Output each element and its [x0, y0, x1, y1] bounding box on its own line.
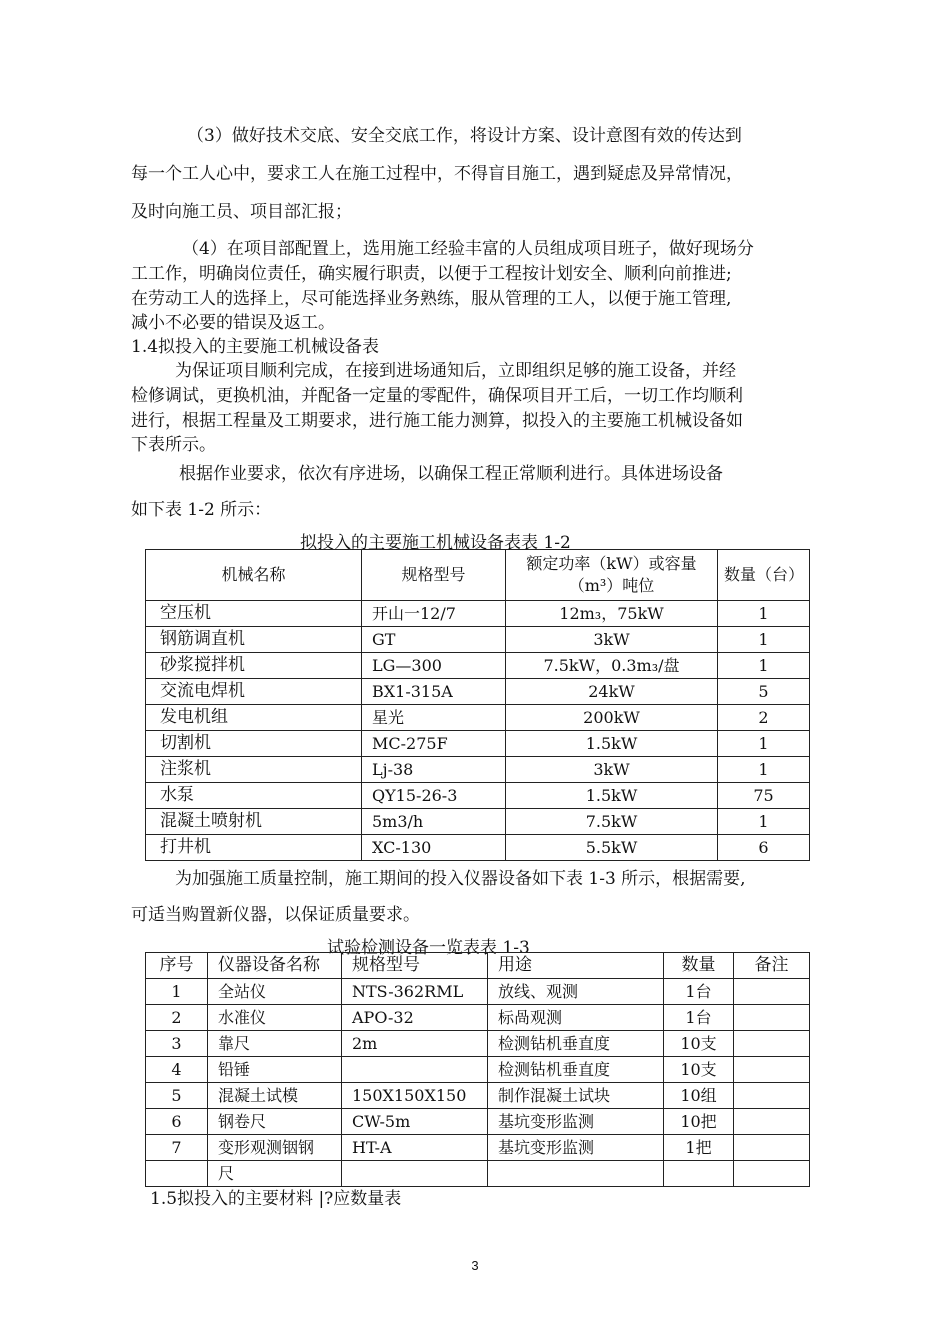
para-after-table-2: 可适当购置新仪器，以保证质量要求。 [131, 905, 420, 925]
table-row [146, 1135, 810, 1161]
cell-name: 混凝土喷射机 [146, 809, 362, 835]
cell-device: 靠尺 [208, 1031, 342, 1057]
page-number: 3 [471, 1258, 479, 1273]
cell-qty: 1 [718, 757, 810, 783]
cell-index: 1 [146, 979, 208, 1005]
table-row [146, 679, 810, 705]
cell-qty: 75 [718, 783, 810, 809]
cell-remark [734, 1109, 810, 1135]
table-row [146, 1161, 810, 1187]
cell-device: 变形观测铟钢 [208, 1135, 342, 1161]
cell-qty: 5 [718, 679, 810, 705]
cell-usage: 检测钻机垂直度 [488, 1031, 664, 1057]
cell-device: 尺 [208, 1161, 342, 1187]
table-row [146, 783, 810, 809]
cell-usage: 基坑变形监测 [488, 1135, 664, 1161]
para-line-1: （3）做好技术交底、安全交底工作，将设计方案、设计意图有效的传达到 [187, 126, 742, 146]
cell-qty: 2 [718, 705, 810, 731]
cell-usage: 放线、观测 [488, 979, 664, 1005]
para-line-14: 如下表 1-2 所示： [131, 500, 272, 520]
cell-usage: 检测钻机垂直度 [488, 1057, 664, 1083]
cell-qty: 10组 [664, 1083, 734, 1109]
cell-model: QY15-26-3 [362, 783, 506, 809]
cell-model: BX1-315A [362, 679, 506, 705]
table-row [146, 1031, 810, 1057]
para-line-7: 减小不必要的错误及返工。 [131, 313, 335, 333]
cell-device: 水准仪 [208, 1005, 342, 1031]
cell-qty: 1 [718, 731, 810, 757]
table-row [146, 1109, 810, 1135]
cell-remark [734, 1083, 810, 1109]
cell-model: 星光 [362, 705, 506, 731]
cell-remark [734, 1057, 810, 1083]
cell-usage: 制作混凝土试块 [488, 1083, 664, 1109]
cell-qty: 1 [718, 627, 810, 653]
cell-power: 24kW [506, 679, 718, 705]
table-1-2-caption: 拟投入的主要施工机械设备表表 1-2 [300, 533, 571, 553]
cell-index: 3 [146, 1031, 208, 1057]
col-header-power: 额定功率（kW）或容量（m³）吨位 [506, 550, 718, 601]
col-header-remark: 备注 [734, 953, 810, 979]
cell-power: 3kW [506, 757, 718, 783]
cell-device: 混凝土试模 [208, 1083, 342, 1109]
cell-name: 砂浆搅拌机 [146, 653, 362, 679]
cell-power: 5.5kW [506, 835, 718, 861]
para-line-4: （4）在项目部配置上，选用施工经验丰富的人员组成项目班子，做好现场分 [182, 239, 754, 259]
cell-power: 7.5kW [506, 809, 718, 835]
cell-index: 5 [146, 1083, 208, 1109]
para-line-2: 每一个工人心中，要求工人在施工过程中，不得盲目施工，遇到疑虑及异常情况， [131, 164, 743, 184]
table-row [146, 627, 810, 653]
cell-power: 200kW [506, 705, 718, 731]
cell-usage: 基坑变形监测 [488, 1109, 664, 1135]
cell-name: 切割机 [146, 731, 362, 757]
cell-name: 交流电焊机 [146, 679, 362, 705]
cell-name: 空压机 [146, 601, 362, 627]
cell-qty: 10支 [664, 1031, 734, 1057]
cell-model: HT-A [342, 1135, 488, 1161]
col-header-index: 序号 [146, 953, 208, 979]
table-row [146, 653, 810, 679]
cell-name: 水泵 [146, 783, 362, 809]
table-header-row [146, 550, 810, 601]
para-line-13: 根据作业要求，依次有序进场，以确保工程正常顺利进行。具体进场设备 [179, 464, 723, 484]
para-line-10: 检修调试，更换机油，并配备一定量的零配件，确保项目开工后，一切工作均顺利 [131, 386, 743, 406]
cell-usage: 标咼观测 [488, 1005, 664, 1031]
cell-qty: 1台 [664, 979, 734, 1005]
cell-model: NTS-362RML [342, 979, 488, 1005]
cell-model: 2m [342, 1031, 488, 1057]
cell-remark [734, 1005, 810, 1031]
cell-power: 3kW [506, 627, 718, 653]
para-line-12: 下表所示。 [131, 435, 216, 455]
table-row [146, 979, 810, 1005]
cell-model: 开山一12/7 [362, 601, 506, 627]
cell-qty: 10把 [664, 1109, 734, 1135]
cell-model: 5m3/h [362, 809, 506, 835]
cell-qty: 1 [718, 809, 810, 835]
col-header-model: 规格型号 [342, 953, 488, 979]
machinery-table [145, 549, 810, 861]
table-row [146, 809, 810, 835]
cell-device: 钢卷尺 [208, 1109, 342, 1135]
cell-remark [734, 1161, 810, 1187]
table-row [146, 601, 810, 627]
cell-remark [734, 1135, 810, 1161]
para-line-5: 工工作，明确岗位责任，确实履行职责，以便于工程按计划安全、顺利向前推进; [131, 264, 732, 284]
col-header-model: 规格型号 [362, 550, 506, 601]
cell-power: 7.5kW，0.3m₃/盘 [506, 653, 718, 679]
para-after-table-1: 为加强施工质量控制，施工期间的投入仪器设备如下表 1-3 所示，根据需要, [175, 869, 746, 889]
col-header-qty: 数量（台） [718, 550, 810, 601]
table-row [146, 757, 810, 783]
cell-index [146, 1161, 208, 1187]
cell-qty: 1 [718, 653, 810, 679]
table-row [146, 1083, 810, 1109]
col-header-qty: 数量 [664, 953, 734, 979]
cell-power: 1.5kW [506, 783, 718, 809]
cell-qty: 6 [718, 835, 810, 861]
cell-name: 发电机组 [146, 705, 362, 731]
cell-qty [664, 1161, 734, 1187]
table-row [146, 705, 810, 731]
col-header-name: 机械名称 [146, 550, 362, 601]
para-line-3: 及时向施工员、项目部汇报； [131, 202, 352, 222]
cell-name: 打井机 [146, 835, 362, 861]
cell-remark [734, 1031, 810, 1057]
cell-model: LG—300 [362, 653, 506, 679]
cell-model: XC-130 [362, 835, 506, 861]
cell-qty: 1 [718, 601, 810, 627]
cell-power: 12m₃，75kW [506, 601, 718, 627]
cell-name: 注浆机 [146, 757, 362, 783]
cell-device: 铅锤 [208, 1057, 342, 1083]
section-heading-1-5: 1.5拟投入的主要材料 |?应数量表 [150, 1189, 402, 1209]
cell-remark [734, 979, 810, 1005]
section-heading-1-4: 1.4拟投入的主要施工机械设备表 [131, 337, 380, 357]
cell-qty: 1台 [664, 1005, 734, 1031]
cell-model: Lj-38 [362, 757, 506, 783]
cell-device: 全站仪 [208, 979, 342, 1005]
cell-model: GT [362, 627, 506, 653]
cell-model: MC-275F [362, 731, 506, 757]
table-1-3-caption: 试验检测设备一览表表 1-3 [327, 938, 530, 958]
col-header-device-name: 仪器设备名称 [208, 953, 342, 979]
cell-index: 7 [146, 1135, 208, 1161]
cell-qty: 10支 [664, 1057, 734, 1083]
cell-model: 150X150X150 [342, 1083, 488, 1109]
cell-model: CW-5m [342, 1109, 488, 1135]
cell-model [342, 1161, 488, 1187]
table-header-row [146, 953, 810, 979]
cell-index: 4 [146, 1057, 208, 1083]
cell-index: 6 [146, 1109, 208, 1135]
col-header-usage: 用途 [488, 953, 664, 979]
table-row [146, 835, 810, 861]
cell-model [342, 1057, 488, 1083]
table-row [146, 731, 810, 757]
table-row [146, 1005, 810, 1031]
instrument-table [145, 952, 810, 1187]
table-row [146, 1057, 810, 1083]
cell-name: 钢筋调直机 [146, 627, 362, 653]
cell-qty: 1把 [664, 1135, 734, 1161]
para-line-9: 为保证项目顺利完成，在接到进场通知后，立即组织足够的施工设备，并经 [175, 361, 736, 381]
cell-index: 2 [146, 1005, 208, 1031]
para-line-6: 在劳动工人的选择上，尽可能选择业务熟练，服从管理的工人，以便于施工管理, [131, 289, 732, 309]
cell-model: APO-32 [342, 1005, 488, 1031]
cell-usage [488, 1161, 664, 1187]
para-line-11: 进行，根据工程量及工期要求，进行施工能力测算，拟投入的主要施工机械设备如 [131, 411, 743, 431]
cell-power: 1.5kW [506, 731, 718, 757]
